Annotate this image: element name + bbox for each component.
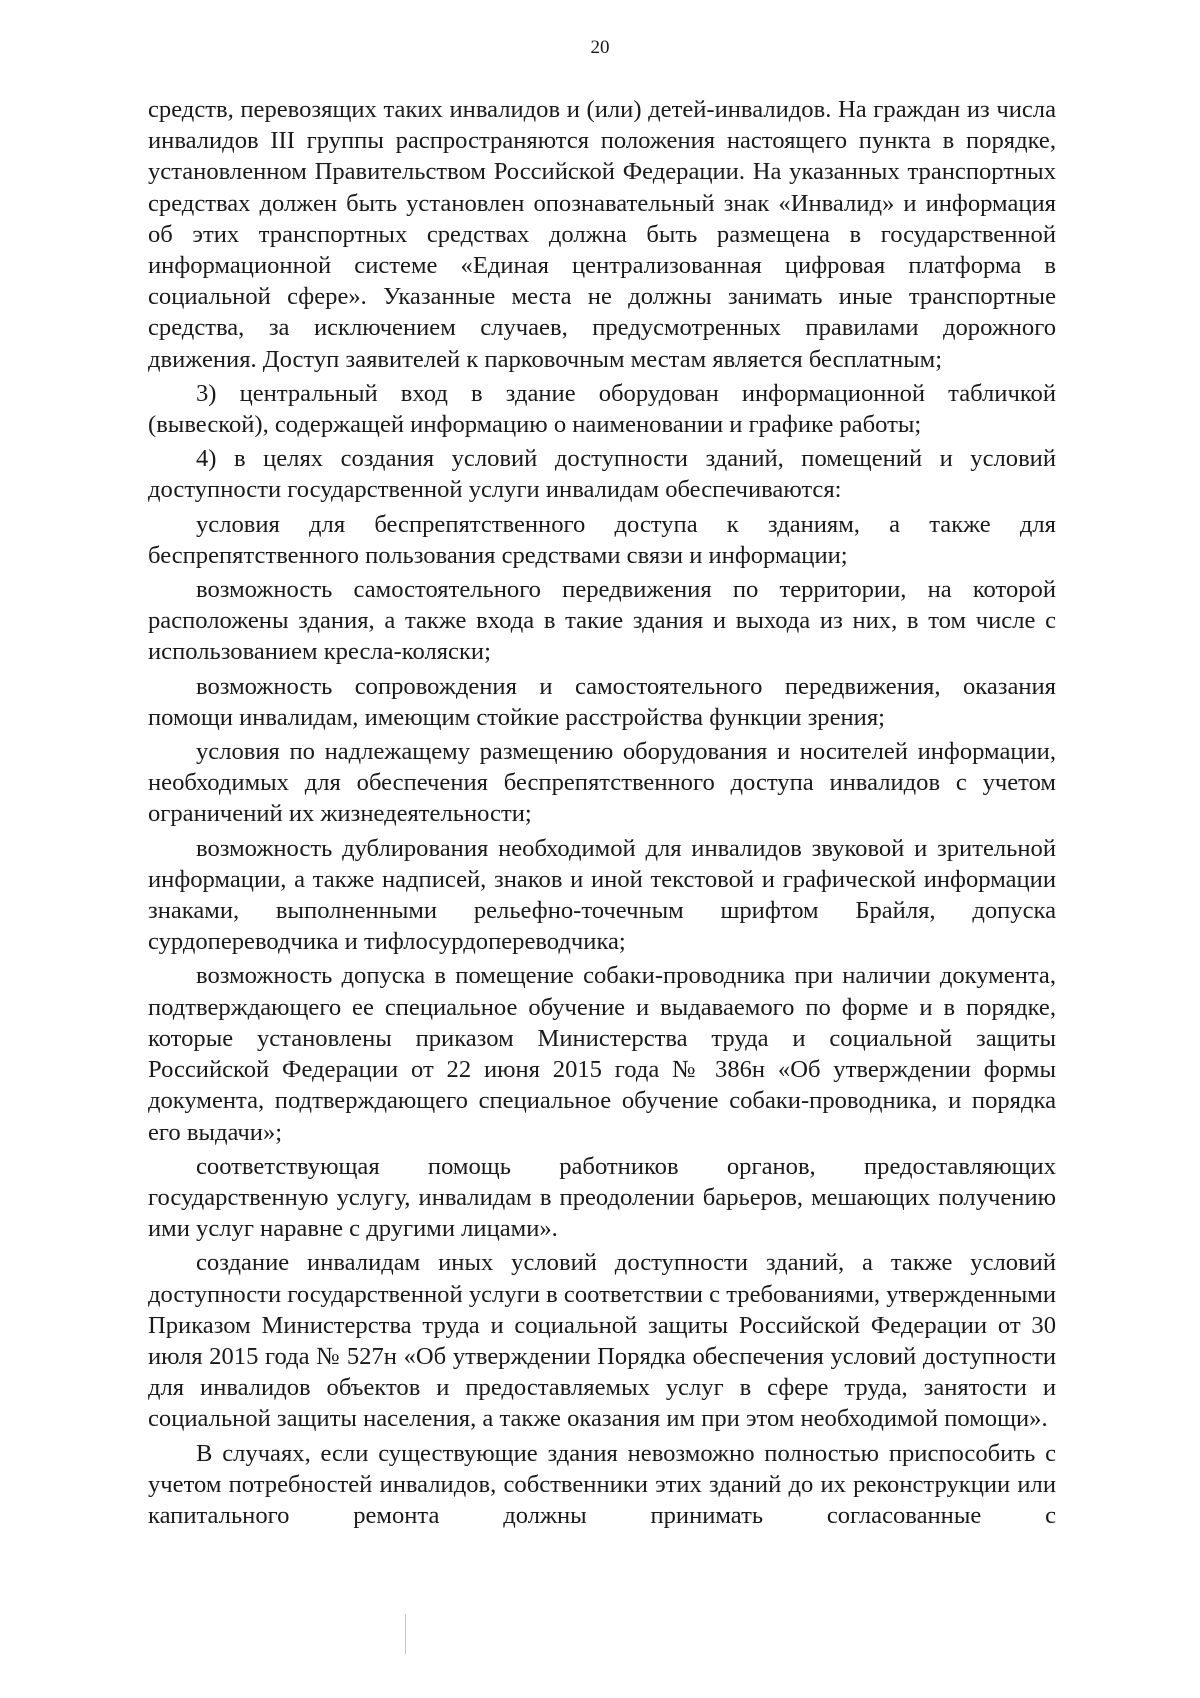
paragraph-guide-dog: возможность допуска в помещение собаки-проводника при наличии документа, подтверждающего ее специальное обучение и выдаваемого по форме и в порядке, которые установлены приказом Министерства труда и социальной защиты Российской Федерации от 22 июня 2015 года № 386н «Об утверждении формы документа, подтверждающего специальное обучение собаки-проводника, и порядка его выдачи»; [148, 962, 1056, 1146]
paragraph-independent-movement: возможность самостоятельного передвижения по территории, на которой расположены здания, а также входа в такие здания и выхода из них, в том числе с использованием кресла-коляски; [148, 576, 1056, 666]
paragraph-item-3: 3) центральный вход в здание оборудован информационной табличкой (вывеской), содержащей информацию о наименовании и графике работы; [148, 379, 1056, 439]
paragraph-staff-assistance: соответствующая помощь работников органов, предоставляющих государственную услугу, инвалидам в преодолении барьеров, мешающих получению ими услуг наравне с другими лицами». [148, 1152, 1056, 1243]
page-number: 20 [590, 37, 610, 58]
paragraph-continuation: средств, перевозящих таких инвалидов и (или) детей-инвалидов. На граждан из числа инвалидов III группы распространяются положения настоящего пункта в порядке, установленном Правительством Российской Федерации. На указанных транспортных средствах должен быть установлен опознавательный знак «Инвалид» и информация об этих транспортных средствах должна быть размещена в государственной информационной системе «Единая централизованная цифровая платформа в социальной сфере». Указанные места не должны занимать иные транспортные средства, за исключением случаев, предусмотренных правилами дорожного движения. Доступ заявителей к парковочным местам является бесплатным; [148, 96, 1056, 373]
paragraph-vision-assistance: возможность сопровождения и самостоятельного передвижения, оказания помощи инвалидам, имеющим стойкие расстройства функции зрения; [148, 672, 1056, 731]
paragraph-existing-buildings: В случаях, если существующие здания невозможно полностью приспособить с учетом потребностей инвалидов, собственники этих зданий до их реконструкции или капитального ремонта должны принимать согласованные с [148, 1439, 1056, 1529]
paragraph-equipment-placement: условия по надлежащему размещению оборудования и носителей информации, необходимых для обеспечения беспрепятственного доступа инвалидов с учетом ограничений их жизнедеятельности; [148, 738, 1056, 828]
paragraph-access-conditions: условия для беспрепятственного доступа к зданиям, а также для беспрепятственного пользования средствами связи и информации; [148, 510, 1056, 569]
scan-artifact-line [405, 1614, 406, 1654]
paragraph-other-conditions: создание инвалидам иных условий доступности зданий, а также условий доступности государственной услуги в соответствии с требованиями, утвержденными Приказом Министерства труда и социальной защиты Российской Федерации от 30 июля 2015 года № 527н «Об утверждении Порядка обеспечения условий доступности для инвалидов объектов и предоставляемых услуг в сфере труда, занятости и социальной защиты населения, а также оказания им при этом необходимой помощи». [148, 1249, 1056, 1433]
document-body [148, 94, 1056, 1531]
paragraph-braille-duplication: возможность дублирования необходимой для инвалидов звуковой и зрительной информации, а также надписей, знаков и иной текстовой и графической информации знаками, выполненными рельефно-точечным шрифтом Брайля, допуска сурдопереводчика и тифлосурдопереводчика; [148, 834, 1056, 956]
paragraph-item-4: 4) в целях создания условий доступности зданий, помещений и условий доступности государственной услуги инвалидам обеспечиваются: [148, 445, 1056, 504]
